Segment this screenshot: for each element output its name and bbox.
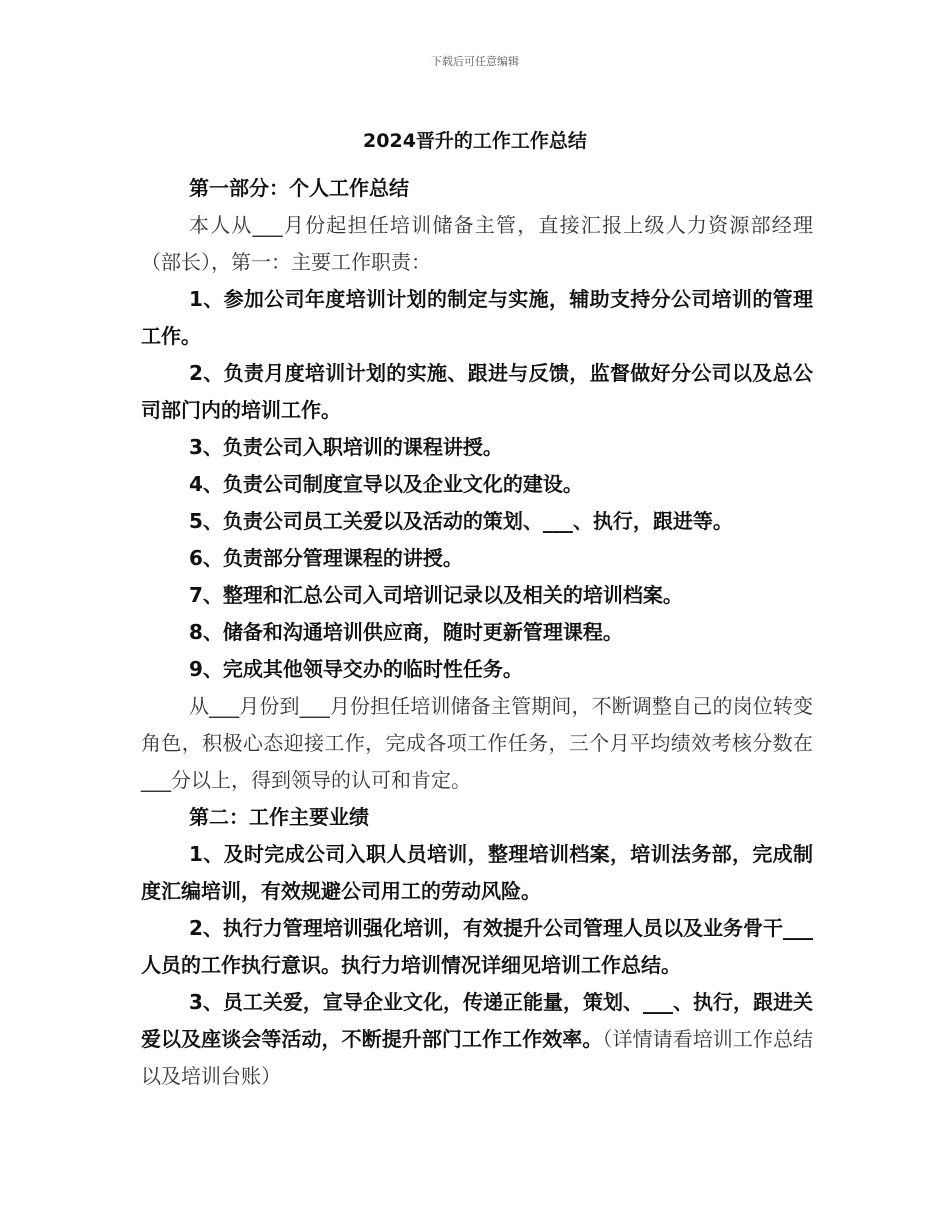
duty-item-9: 9、完成其他领导交办的临时性任务。 [189, 657, 523, 681]
intro-paragraph: 本人从___月份起担任培训储备主管，直接汇报上级人力资源部经理（部长），第一：主要工作职责： [141, 213, 813, 274]
duty-item-5: 5、负责公司员工关爱以及活动的策划、___、执行，跟进等。 [189, 509, 733, 533]
achievement-item-3 [141, 984, 813, 1095]
duty-item-1: 1、参加公司年度培训计划的制定与实施，辅助支持分公司培训的管理工作。 [141, 287, 813, 348]
duty-item-2: 2、负责月度培训计划的实施、跟进与反馈，监督做好分公司以及总公司部门内的培训工作。 [141, 361, 813, 422]
duty-item-8: 8、储备和沟通培训供应商，随时更新管理课程。 [189, 620, 623, 644]
duty-item-6: 6、负责部分管理课程的讲授。 [189, 546, 463, 570]
duty-item-3: 3、负责公司入职培训的课程讲授。 [189, 435, 503, 459]
achievement-item-3-main: 3、员工关爱，宣导企业文化，传递正能量，策划、___、执行，跟进关爱以及座谈会等活动，不断提升部门工作工作效率。 [141, 990, 813, 1051]
page-header: 下载后可任意编辑 [431, 55, 519, 68]
duty-item-7: 7、整理和汇总公司入司培训记录以及相关的培训档案。 [189, 583, 683, 607]
summary-paragraph: 从___月份到___月份担任培训储备主管期间，不断调整自己的岗位转变角色，积极心态迎接工作，完成各项工作任务，三个月平均绩效考核分数在___分以上，得到领导的认可和肯定。 [141, 694, 813, 792]
document-title: 2024晋升的工作工作总结 [363, 130, 587, 152]
section-heading-2: 第二：工作主要业绩 [189, 805, 369, 829]
achievement-item-2: 2、执行力管理培训强化培训，有效提升公司管理人员以及业务骨干___人员的工作执行意识。执行力培训情况详细见培训工作总结。 [141, 916, 813, 977]
achievement-item-3-note: （详情请看培训工作总结以及培训台账） [141, 1027, 814, 1088]
section-heading-1: 第一部分：个人工作总结 [189, 176, 409, 200]
achievement-item-1: 1、及时完成公司入职人员培训，整理培训档案，培训法务部，完成制度汇编培训，有效规避公司用工的劳动风险。 [141, 842, 813, 903]
duty-item-4: 4、负责公司制度宣导以及企业文化的建设。 [189, 472, 583, 496]
document-body [141, 170, 813, 1095]
